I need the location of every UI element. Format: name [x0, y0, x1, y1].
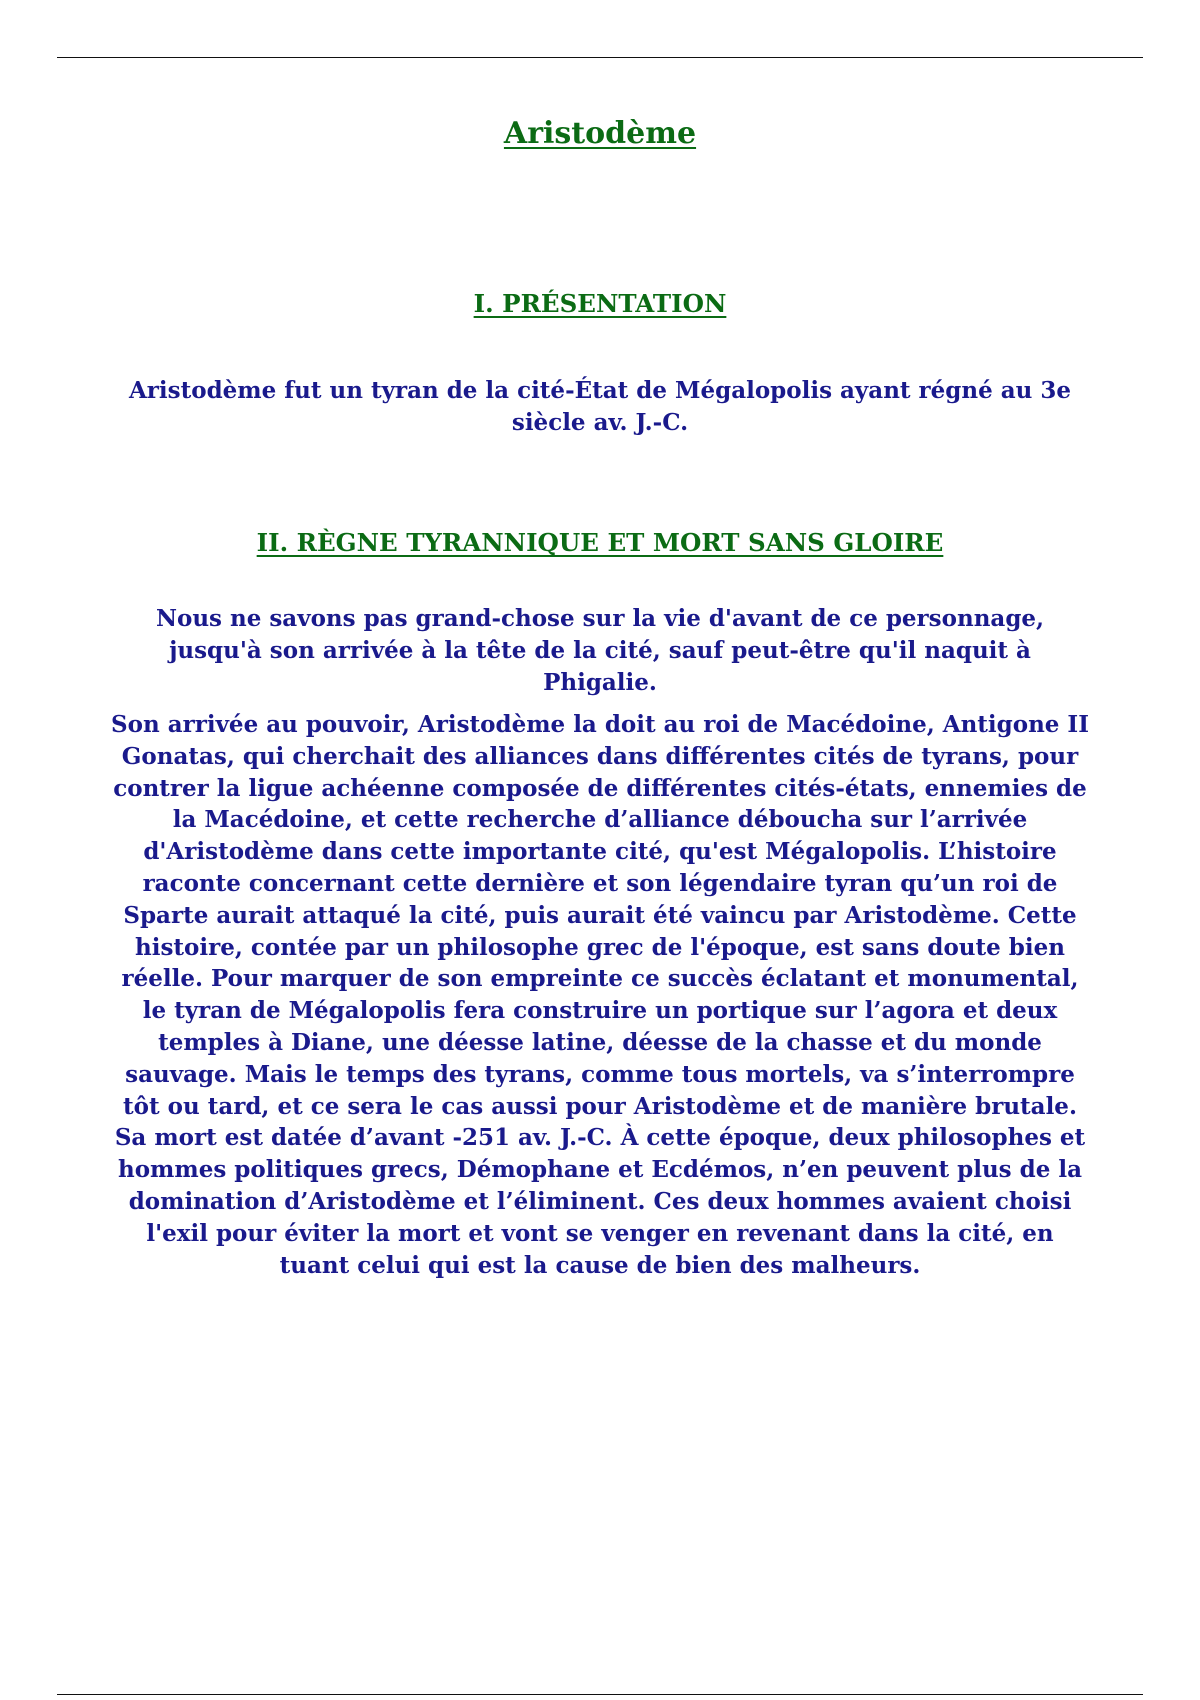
top-rule [57, 57, 1143, 58]
page-title: Aristodème [503, 116, 697, 151]
regne-paragraph-1: Nous ne savons pas grand-chose sur la vie d'avant de ce personnage, jusqu'à son arrivée à la tête de la cité, sauf peut-être qu'il naquit à Phigalie. [155, 605, 1045, 696]
section-heading-presentation: I. PRÉSENTATION [473, 289, 727, 318]
bottom-rule [57, 1694, 1143, 1695]
section-heading-regne: II. RÈGNE TYRANNIQUE ET MORT SANS GLOIRE [256, 528, 944, 557]
regne-paragraph-2: Son arrivée au pouvoir, Aristodème la doit au roi de Macédoine, Antigone II Gonatas, qui cherchait des alliances dans différentes cités de tyrans, pour contrer la ligue achéenne composée de différentes cités-états, ennemies de la Macédoine, et cette recherche d’alliance déboucha sur l’arrivée d'Aristodème dans cette importante cité, qu'est Mégalopolis. L’histoire raconte concernant cette dernière et son légendaire tyran qu’un roi de Sparte aurait attaqué la cité, puis aurait été vaincu par Aristodème. Cette histoire, contée par un philosophe grec de l'époque, est sans doute bien réelle. Pour marquer de son empreinte ce succès éclatant et monumental, le tyran de Mégalopolis fera construire un portique sur l’agora et deux temples à Diane, une déesse latine, déesse de la chasse et du monde sauvage. Mais le temps des tyrans, comme tous mortels, va s’interrompre tôt ou tard, et ce sera le cas aussi pour Aristodème et de manière brutale. Sa mort est datée d’avant -251 av. J.-C. À cette époque, deux philosophes et hommes politiques grecs, Démophane et Ecdémos, n’en peuvent plus de la domination d’Aristodème et l’éliminent. Ces deux hommes avaient choisi l'exil pour éviter la mort et vont se venger en revenant dans la cité, en tuant celui qui est la cause de bien des malheurs. [111, 711, 1089, 1279]
presentation-paragraph: Aristodème fut un tyran de la cité-État de Mégalopolis ayant régné au 3e siècle av. J.-C. [128, 377, 1072, 436]
